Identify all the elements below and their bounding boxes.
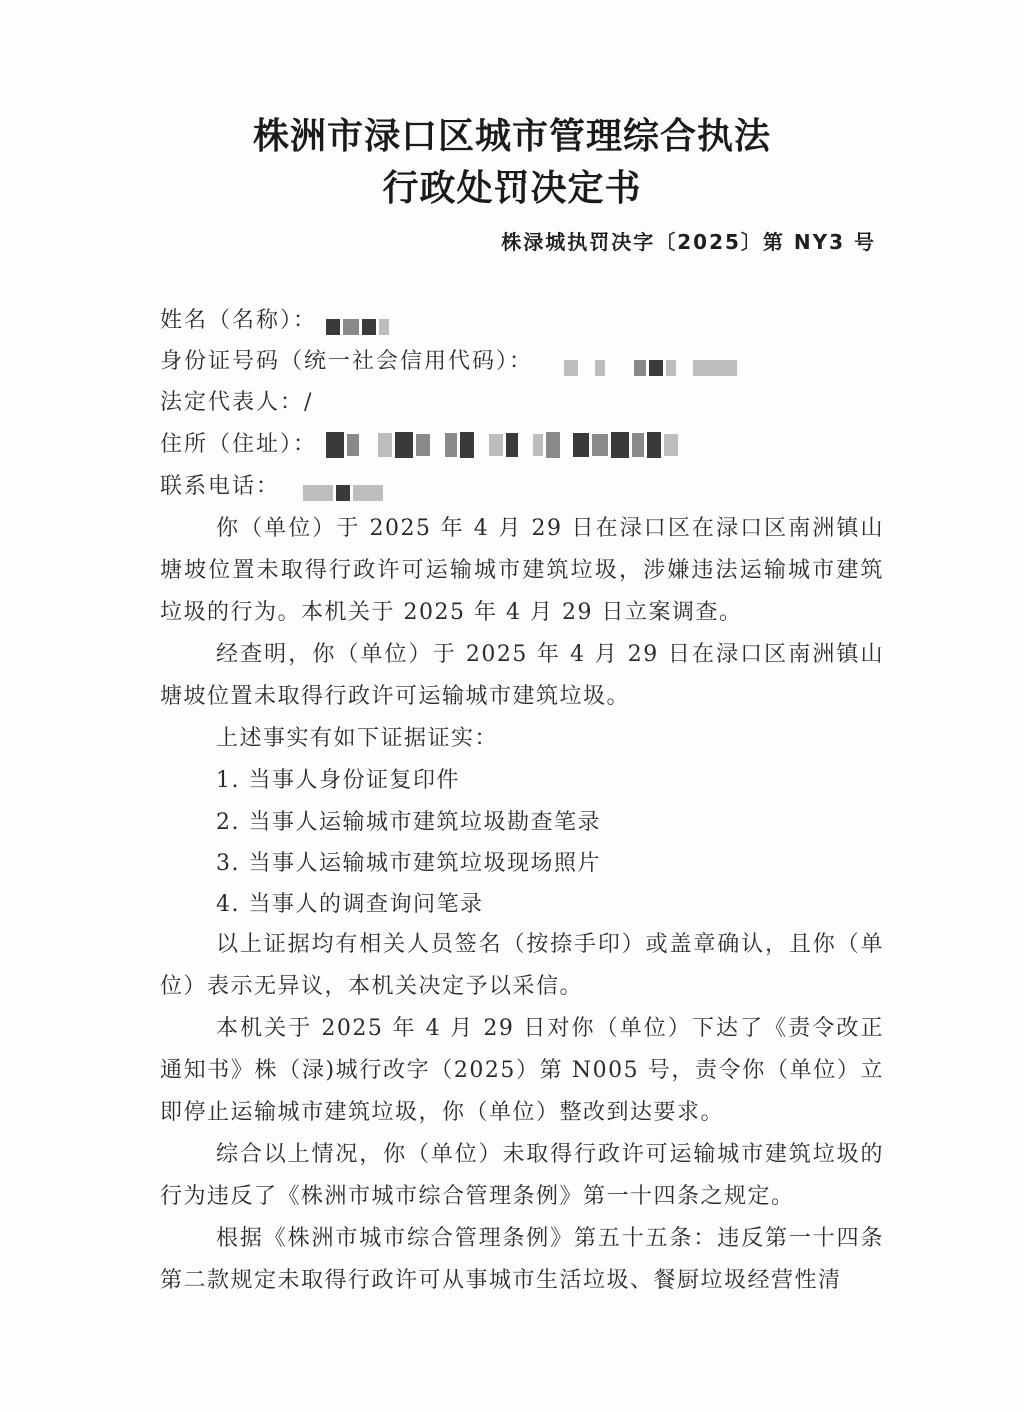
document-title: 株洲市渌口区城市管理综合执法 — [252, 116, 771, 157]
name-field — [160, 306, 392, 336]
address-redacted — [326, 430, 681, 460]
document-number: 株渌城执罚决字〔2025〕第 NY3 号 — [501, 230, 876, 254]
paragraph-evidence-acceptance: 以上证据均有相关人员签名（按捺手印）或盖章确认，且你（单位）表示无异议，本机关决定予以采信。 — [160, 932, 884, 999]
document-subtitle: 行政处罚决定书 — [382, 168, 642, 209]
address-field — [160, 430, 681, 460]
evidence-item: 4. 当事人的调查询问笔录 — [216, 892, 484, 917]
legal-rep-field — [160, 388, 313, 418]
phone-label: 联系电话： — [160, 474, 281, 499]
paragraph-evidence-intro: 上述事实有如下证据证实： — [216, 726, 499, 751]
paragraph-legal-basis: 根据《株洲市城市综合管理条例》第五十五条：违反第一十四条第二款规定未取得行政许可从事城市生活垃圾、餐厨垃圾经营性清 — [160, 1226, 884, 1293]
evidence-item: 1. 当事人身份证复印件 — [216, 768, 460, 793]
evidence-item: 2. 当事人运输城市建筑垃圾勘查笔录 — [216, 810, 601, 835]
name-label: 姓名（名称）： — [160, 308, 318, 333]
legal-rep-label: 法定代表人： — [160, 390, 305, 415]
paragraph-rectification: 本机关于 2025 年 4 月 29 日对你（单位）下达了《责令改正通知书》株（渌)城行改字（2025）第 N005 号，责令你（单位）立即停止运输城市建筑垃圾，你（单位）整改到达要求。 — [160, 1016, 884, 1125]
paragraph-case-filing: 你（单位）于 2025 年 4 月 29 日在渌口区在渌口区南洲镇山塘坡位置未取得行政许可运输城市建筑垃圾，涉嫌违法运输城市建筑垃圾的行为。本机关于 2025 年 4 月 29 日立案调查。 — [160, 516, 884, 625]
id-label: 身份证号码（统一社会信用代码）： — [160, 349, 534, 374]
legal-rep-value: / — [304, 390, 314, 415]
paragraph-findings: 经查明，你（单位）于 2025 年 4 月 29 日在渌口区南洲镇山塘坡位置未取得行政许可运输城市建筑垃圾。 — [160, 642, 884, 709]
name-redacted — [326, 312, 392, 330]
id-field — [160, 347, 740, 377]
phone-field — [160, 472, 386, 502]
phone-redacted — [303, 478, 386, 496]
evidence-item: 3. 当事人运输城市建筑垃圾现场照片 — [216, 851, 601, 876]
paragraph-violation: 综合以上情况，你（单位）未取得行政许可运输城市建筑垃圾的行为违反了《株洲市城市综合管理条例》第一十四条之规定。 — [160, 1142, 884, 1209]
id-redacted — [564, 353, 740, 371]
address-label: 住所（住址）： — [160, 432, 318, 457]
